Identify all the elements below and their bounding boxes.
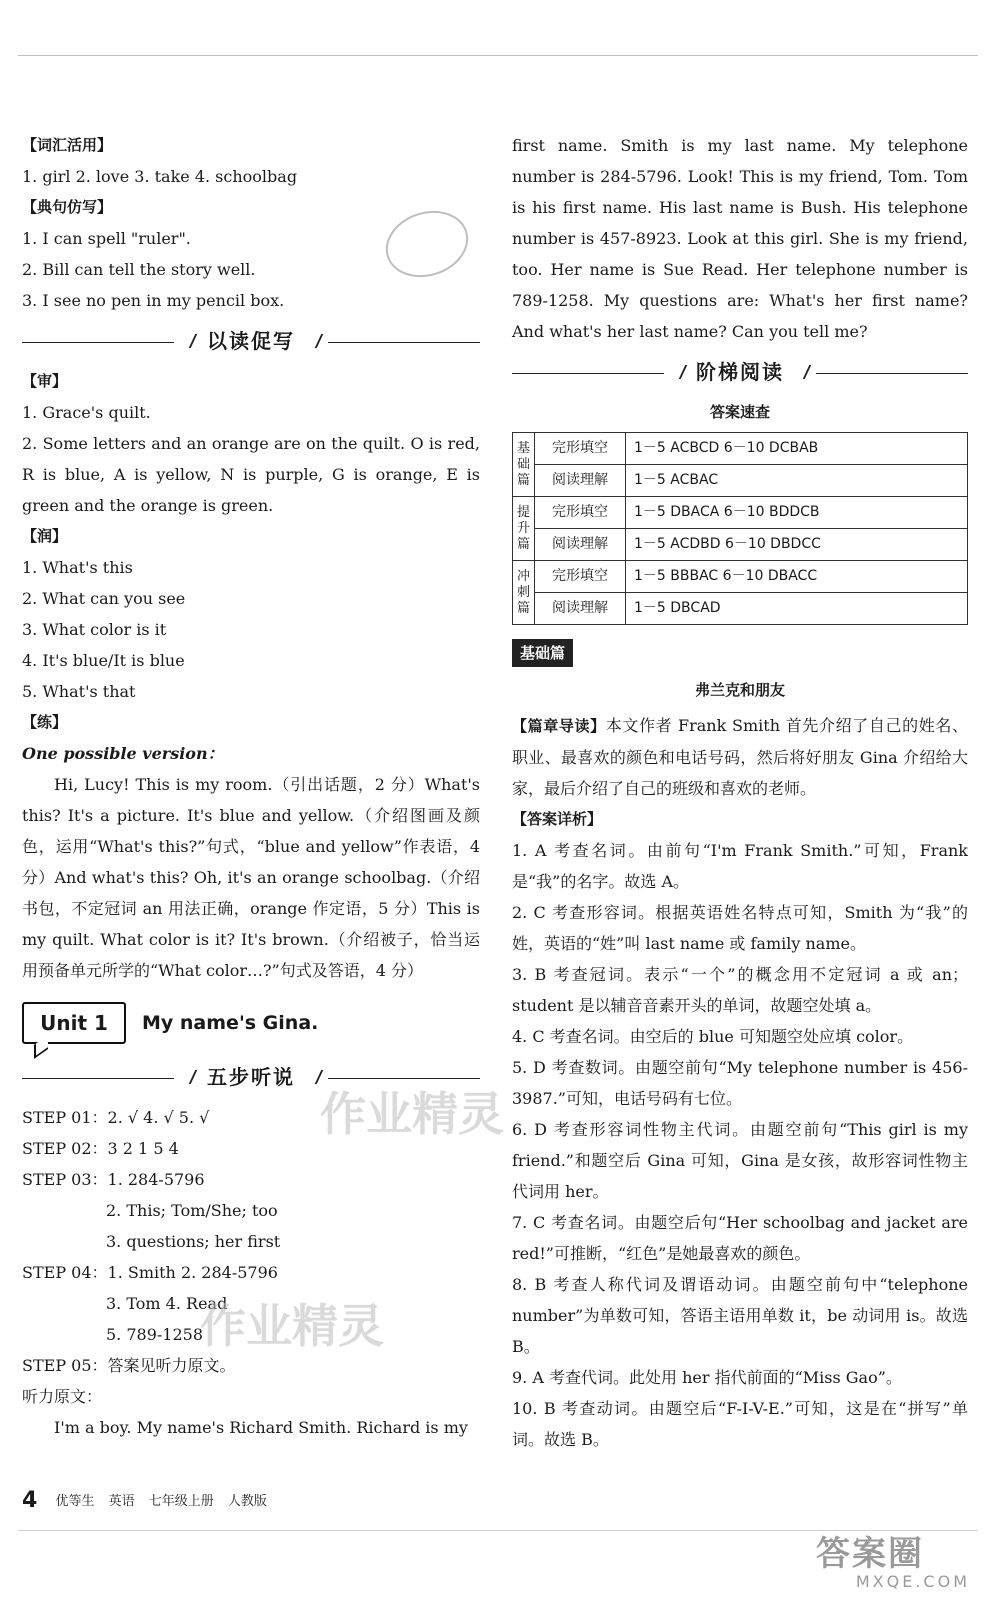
detail-item: 10. B 考查动词。由题空后“F-I-V-E.”可知，这是在“拼写”单词。故选 B。	[512, 1399, 968, 1449]
table-row	[513, 593, 968, 625]
table-group: 提升篇	[513, 497, 535, 561]
run-item: 5. What's that	[22, 682, 136, 701]
table-cell: 阅读理解	[535, 593, 626, 625]
banner-rule-right	[328, 342, 480, 343]
table-cell: 完形填空	[535, 433, 626, 465]
table-row	[513, 465, 968, 497]
faint-watermark: 作业精灵	[320, 1087, 504, 1141]
sentence-item: 1. I can spell "ruler".	[22, 229, 191, 248]
guide-text: 本文作者 Frank Smith 首先介绍了自己的姓名、职业、最喜欢的颜色和电话号码，然后将好朋友 Gina 介绍给大家，最后介绍了自己的班级和喜欢的老师。	[512, 716, 968, 798]
detail-item: 3. B 考查冠词。表示“一个”的概念用不定冠词 a 或 an；student 是以辅音音素开头的单词，故题空处填 a。	[512, 965, 968, 1015]
table-row	[513, 433, 968, 465]
banner-title: 阶梯阅读	[696, 360, 784, 384]
ladder-reading-banner	[512, 355, 968, 391]
step-line: 5. 789-1258	[106, 1325, 204, 1344]
table-cell: 完形填空	[535, 561, 626, 593]
unit-label: Unit 1	[22, 1002, 126, 1044]
detail-header: 【答案详析】	[512, 810, 603, 828]
logo-main: 答案圈	[816, 1534, 924, 1574]
detail-item: 4. C 考查名词。由空后的 blue 可知题空处应填 color。	[512, 1027, 914, 1046]
table-row	[513, 529, 968, 561]
top-rule	[18, 55, 978, 56]
footer-item: 人教版	[227, 1494, 267, 1509]
lian-header: 【练】	[22, 713, 68, 731]
detail-item: 5. D 考查数词。由题空前句“My telephone number is 456-3987.”可知，电话号码有七位。	[512, 1058, 968, 1108]
unit-heading	[22, 1000, 480, 1052]
section-tag: 基础篇	[512, 639, 573, 667]
detail-item: 1. A 考查名词。由前句“I'm Frank Smith.”可知，Frank 是“我”的名字。故选 A。	[512, 841, 968, 891]
right-column	[512, 130, 968, 1455]
detail-item: 2. C 考查形容词。根据英语姓名特点可知，Smith 为“我”的姓，英语的“姓”叫 last name 或 family name。	[512, 903, 968, 953]
banner-rule-left	[22, 1078, 174, 1079]
answer-table	[512, 432, 968, 625]
guide-header: 【篇章导读】	[512, 717, 606, 735]
banner-mark	[179, 334, 198, 348]
banner-title: 五步听说	[207, 1065, 295, 1089]
banner-rule-left	[22, 342, 174, 343]
banner-rule-right	[816, 373, 968, 374]
table-cell: 1－5 ACDBD 6－10 DBDCC	[626, 529, 968, 561]
detail-item: 8. B 考查人称代词及谓语动词。由题空前句中“telephone number”为单数可知，答语主语用单数 it，be 动词用 is。故选 B。	[512, 1275, 968, 1356]
shen-item: 1. Grace's quilt.	[22, 403, 151, 422]
step-line: STEP 01：2. √ 4. √ 5. √	[22, 1108, 210, 1127]
shen-item: 2. Some letters and an orange are on the quilt. O is red, R is blue, A is yellow, N is purple, G is orange, E is green and the orange is green.	[22, 434, 480, 515]
guide-paragraph	[512, 710, 968, 804]
vocab-header: 【词汇活用】	[22, 136, 113, 154]
run-item: 3. What color is it	[22, 620, 167, 639]
banner-mark	[669, 365, 688, 379]
passage-title: 弗兰克和朋友	[694, 681, 785, 699]
detail-item: 9. A 考查代词。此处用 her 指代前面的“Miss Gao”。	[512, 1368, 902, 1387]
run-header: 【润】	[22, 527, 68, 545]
step-line: 3. questions; her first	[106, 1232, 281, 1251]
table-cell: 1－5 DBCAD	[626, 593, 968, 625]
sentence-header: 【典句仿写】	[22, 198, 113, 216]
run-item: 1. What's this	[22, 558, 133, 577]
read-write-banner	[22, 324, 480, 360]
unit-title: My name's Gina.	[142, 1012, 319, 1034]
version-label: One possible version：	[22, 744, 224, 763]
faint-watermark: 作业精灵	[200, 1299, 384, 1353]
version-text: Hi, Lucy! This is my room.（引出话题，2 分）What's this? It's a picture. It's blue and yellow.（介绍图画及颜色，运用“What's this?”句式，“blue and yellow”作表语，4 分）And what's this? Oh, it's an orange schoolbag.（介绍书包，不定冠词 an 用法正确，orange 作定语，5 分）This is my quilt. What color is it? It's brown.（介绍被子，恰当运用预备单元所学的“What color…?”句式及答语，4 分）	[22, 775, 480, 980]
step-line: 3. Tom 4. Read	[106, 1294, 228, 1313]
transcript-label: 听力原文：	[22, 1387, 103, 1406]
run-item: 2. What can you see	[22, 589, 186, 608]
detail-item: 6. D 考查形容词性物主代词。由题空前句“This girl is my friend.”和题空后 Gina 可知，Gina 是女孩，故形容词性物主代词用 her。	[512, 1120, 968, 1201]
banner-mark	[179, 1070, 198, 1084]
page-footer	[22, 1488, 277, 1513]
table-cell: 1－5 ACBCD 6－10 DCBAB	[626, 433, 968, 465]
table-row	[513, 497, 968, 529]
detail-item: 7. C 考查名词。由题空后句“Her schoolbag and jacket are red!”可推断，“红色”是她最喜欢的颜色。	[512, 1213, 968, 1263]
banner-mark	[305, 334, 324, 348]
banner-mark	[793, 365, 812, 379]
site-logo	[816, 1536, 976, 1592]
footer-item: 七年级上册	[148, 1494, 214, 1509]
transcript-continued: first name. Smith is my last name. My telephone number is 284-5796. Look! This is my friend, Tom. Tom is his first name. His last name is Bush. His telephone number is 457-8923. Look at this girl. She is my friend, too. Her name is Sue Read. Her telephone number is 789-1258. My questions are: What's her first name? And what's her last name? Can you tell me?	[512, 136, 968, 341]
table-cell: 阅读理解	[535, 465, 626, 497]
page-number: 4	[22, 1488, 38, 1513]
answer-table-title: 答案速查	[709, 403, 770, 421]
step-line: STEP 04：1. Smith 2. 284-5796	[22, 1263, 278, 1282]
step-line: STEP 02：3 2 1 5 4	[22, 1139, 179, 1158]
bottom-rule	[18, 1530, 978, 1531]
run-item: 4. It's blue/It is blue	[22, 651, 185, 670]
transcript-start: I'm a boy. My name's Richard Smith. Richard is my	[54, 1418, 468, 1437]
step-line: STEP 05：答案见听力原文。	[22, 1356, 236, 1375]
left-column	[22, 130, 480, 1443]
footer-item: 英语	[108, 1494, 135, 1509]
sentence-item: 2. Bill can tell the story well.	[22, 260, 256, 279]
vocab-answers: 1. girl 2. love 3. take 4. schoolbag	[22, 167, 298, 186]
footer-item: 优等生	[55, 1494, 95, 1509]
banner-rule-left	[512, 373, 664, 374]
table-cell: 1－5 ACBAC	[626, 465, 968, 497]
shen-header: 【审】	[22, 372, 68, 390]
table-group: 冲刺篇	[513, 561, 535, 625]
step-line: 2. This; Tom/She; too	[106, 1201, 278, 1220]
table-cell: 阅读理解	[535, 529, 626, 561]
table-group: 基础篇	[513, 433, 535, 497]
sentence-item: 3. I see no pen in my pencil box.	[22, 291, 285, 310]
step-line: STEP 03：1. 284-5796	[22, 1170, 205, 1189]
table-cell: 1－5 DBACA 6－10 BDDCB	[626, 497, 968, 529]
table-cell: 完形填空	[535, 497, 626, 529]
table-cell: 1－5 BBBAC 6－10 DBACC	[626, 561, 968, 593]
banner-title: 以读促写	[207, 329, 295, 353]
table-row	[513, 561, 968, 593]
logo-sub: MXQE.COM	[855, 1572, 970, 1591]
